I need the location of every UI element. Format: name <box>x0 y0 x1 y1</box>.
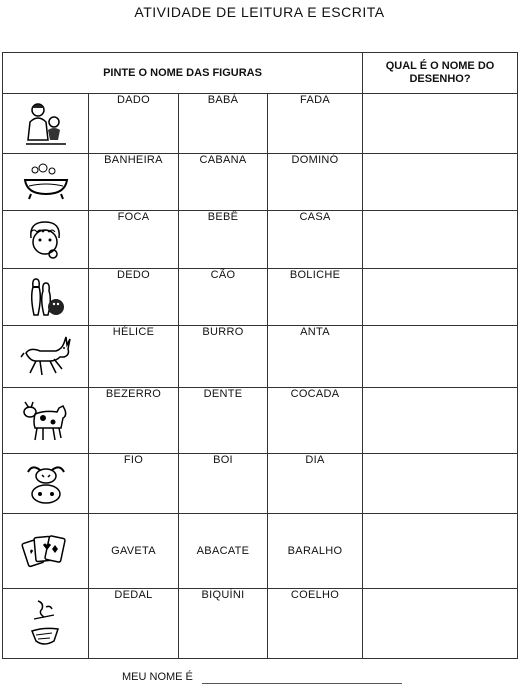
word-cell[interactable]: ANTA <box>268 326 363 388</box>
table-row <box>3 94 518 154</box>
baby-face-icon <box>23 218 69 262</box>
word-cell[interactable]: DEDO <box>89 269 179 326</box>
activity-table <box>2 52 518 659</box>
word-cell[interactable]: ABACATE <box>179 514 268 589</box>
name-input-line[interactable] <box>202 683 402 684</box>
ox-icon <box>22 462 70 506</box>
picture-cell <box>3 454 89 514</box>
table-row <box>3 388 518 454</box>
name-label: MEU NOME É <box>122 671 193 683</box>
answer-cell[interactable] <box>363 589 518 659</box>
table-row <box>3 154 518 211</box>
table-row <box>3 589 518 659</box>
word-cell[interactable]: GAVETA <box>89 514 179 589</box>
word-cell[interactable]: BIQUÍNI <box>179 589 268 659</box>
word-cell[interactable]: BABÁ <box>179 94 268 154</box>
bowling-icon <box>26 275 66 319</box>
word-cell[interactable]: COELHO <box>268 589 363 659</box>
answer-cell[interactable] <box>363 94 518 154</box>
word-cell[interactable]: DIA <box>268 454 363 514</box>
word-cell[interactable]: CABANA <box>179 154 268 211</box>
header-row <box>3 53 518 94</box>
answer-cell[interactable] <box>363 326 518 388</box>
answer-cell[interactable] <box>363 388 518 454</box>
word-cell[interactable]: CÃO <box>179 269 268 326</box>
word-cell[interactable]: FOCA <box>89 211 179 269</box>
answer-cell[interactable] <box>363 269 518 326</box>
word-cell[interactable]: FIO <box>89 454 179 514</box>
table-row <box>3 514 518 589</box>
word-cell[interactable]: DOMINÓ <box>268 154 363 211</box>
header-paint-names: PINTE O NOME DAS FIGURAS <box>3 53 363 94</box>
word-cell[interactable]: FADA <box>268 94 363 154</box>
table-row <box>3 454 518 514</box>
donkey-icon <box>20 335 72 379</box>
table-row <box>3 269 518 326</box>
picture-cell <box>3 94 89 154</box>
picture-cell <box>3 269 89 326</box>
word-cell[interactable]: CASA <box>268 211 363 269</box>
thimble-icon <box>24 597 68 651</box>
picture-cell <box>3 514 89 589</box>
word-cell[interactable]: BARALHO <box>268 514 363 589</box>
picture-cell <box>3 154 89 211</box>
page-title: ATIVIDADE DE LEITURA E ESCRITA <box>134 4 385 20</box>
answer-cell[interactable] <box>363 454 518 514</box>
word-cell[interactable]: DADO <box>89 94 179 154</box>
word-cell[interactable]: BURRO <box>179 326 268 388</box>
playing-cards-icon <box>21 531 71 571</box>
picture-cell <box>3 388 89 454</box>
answer-cell[interactable] <box>363 154 518 211</box>
word-cell[interactable]: BEZERRO <box>89 388 179 454</box>
answer-cell[interactable] <box>363 514 518 589</box>
word-cell[interactable]: BANHEIRA <box>89 154 179 211</box>
word-cell[interactable]: HÉLICE <box>89 326 179 388</box>
bathtub-icon <box>21 162 71 202</box>
word-cell[interactable]: BEBÊ <box>179 211 268 269</box>
header-what-name: QUAL É O NOME DO DESENHO? <box>363 53 518 94</box>
answer-cell[interactable] <box>363 211 518 269</box>
picture-cell <box>3 589 89 659</box>
baby-and-nanny-icon <box>22 100 70 148</box>
word-cell[interactable]: DEDAL <box>89 589 179 659</box>
word-cell[interactable]: DENTE <box>179 388 268 454</box>
picture-cell <box>3 326 89 388</box>
table-row <box>3 211 518 269</box>
word-cell[interactable]: BOLICHE <box>268 269 363 326</box>
word-cell[interactable]: COCADA <box>268 388 363 454</box>
picture-cell <box>3 211 89 269</box>
calf-icon <box>21 398 71 444</box>
table-row <box>3 326 518 388</box>
word-cell[interactable]: BOI <box>179 454 268 514</box>
